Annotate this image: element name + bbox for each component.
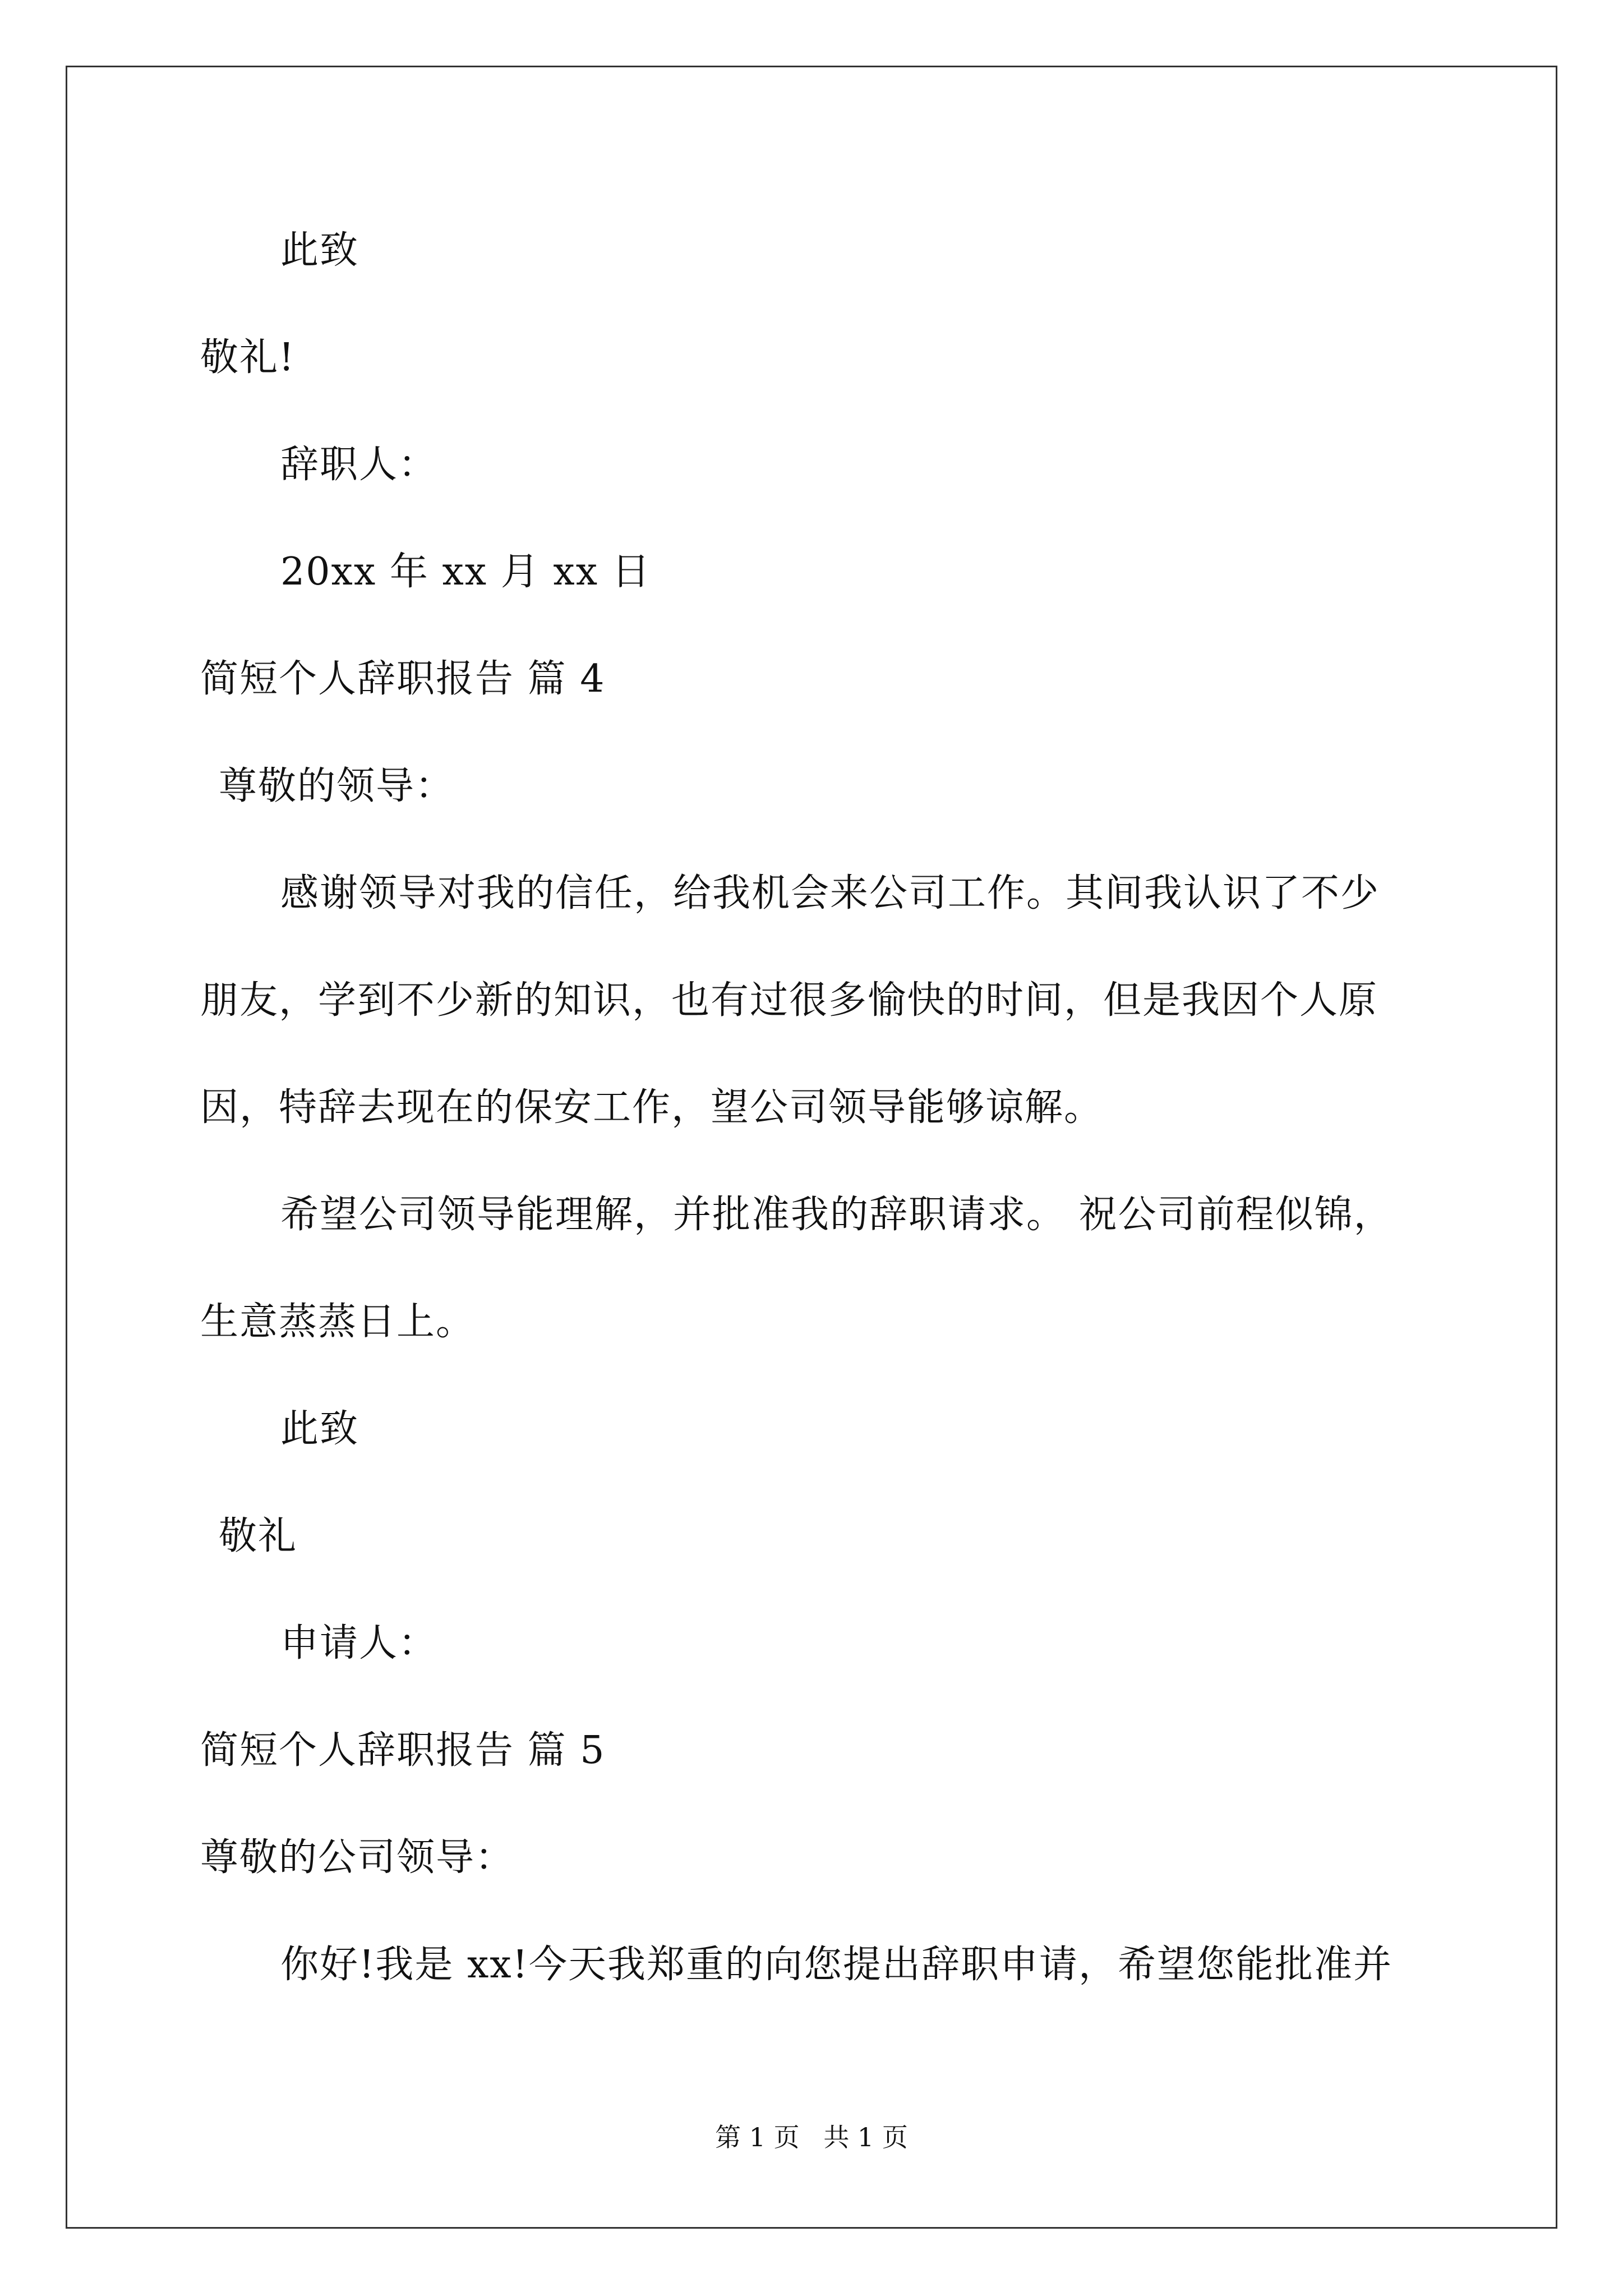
signature-label: 辞职人： [280,443,438,487]
salutation-line: 敬礼! [200,335,296,380]
page-frame [66,66,1557,2229]
section-heading-4: 简短个人辞职报告 篇 4 [200,657,606,701]
signature-label: 申请人： [280,1621,438,1665]
body-paragraph-line: 希望公司领导能理解，并批准我的辞职请求。 祝公司前程似锦， [280,1193,1393,1237]
body-paragraph-line: 你好!我是 xx!今天我郑重的向您提出辞职申请，希望您能批准并 [280,1943,1393,1987]
salutation-line: 敬礼 [219,1514,298,1558]
greeting-line: 尊敬的领导： [219,764,455,808]
body-paragraph-line: 因，特辞去现在的保安工作，望公司领导能够谅解。 [200,1085,1104,1130]
page-number-current: 第 1 页 [715,2122,800,2152]
page-footer [0,2120,1623,2154]
body-paragraph-line: 感谢领导对我的信任，给我机会来公司工作。其间我认识了不少 [280,871,1380,915]
body-paragraph-line: 朋友，学到不少新的知识，也有过很多愉快的时间，但是我因个人原 [200,978,1378,1023]
greeting-line: 尊敬的公司领导： [200,1835,515,1880]
date-line: 20xx 年 xx 月 xx 日 [280,550,651,594]
page-number-total: 共 1 页 [823,2122,908,2152]
closing-phrase: 此致 [280,228,359,273]
closing-phrase: 此致 [280,1407,359,1451]
body-paragraph-line: 生意蒸蒸日上。 [200,1300,476,1344]
section-heading-5: 简短个人辞职报告 篇 5 [200,1728,606,1773]
